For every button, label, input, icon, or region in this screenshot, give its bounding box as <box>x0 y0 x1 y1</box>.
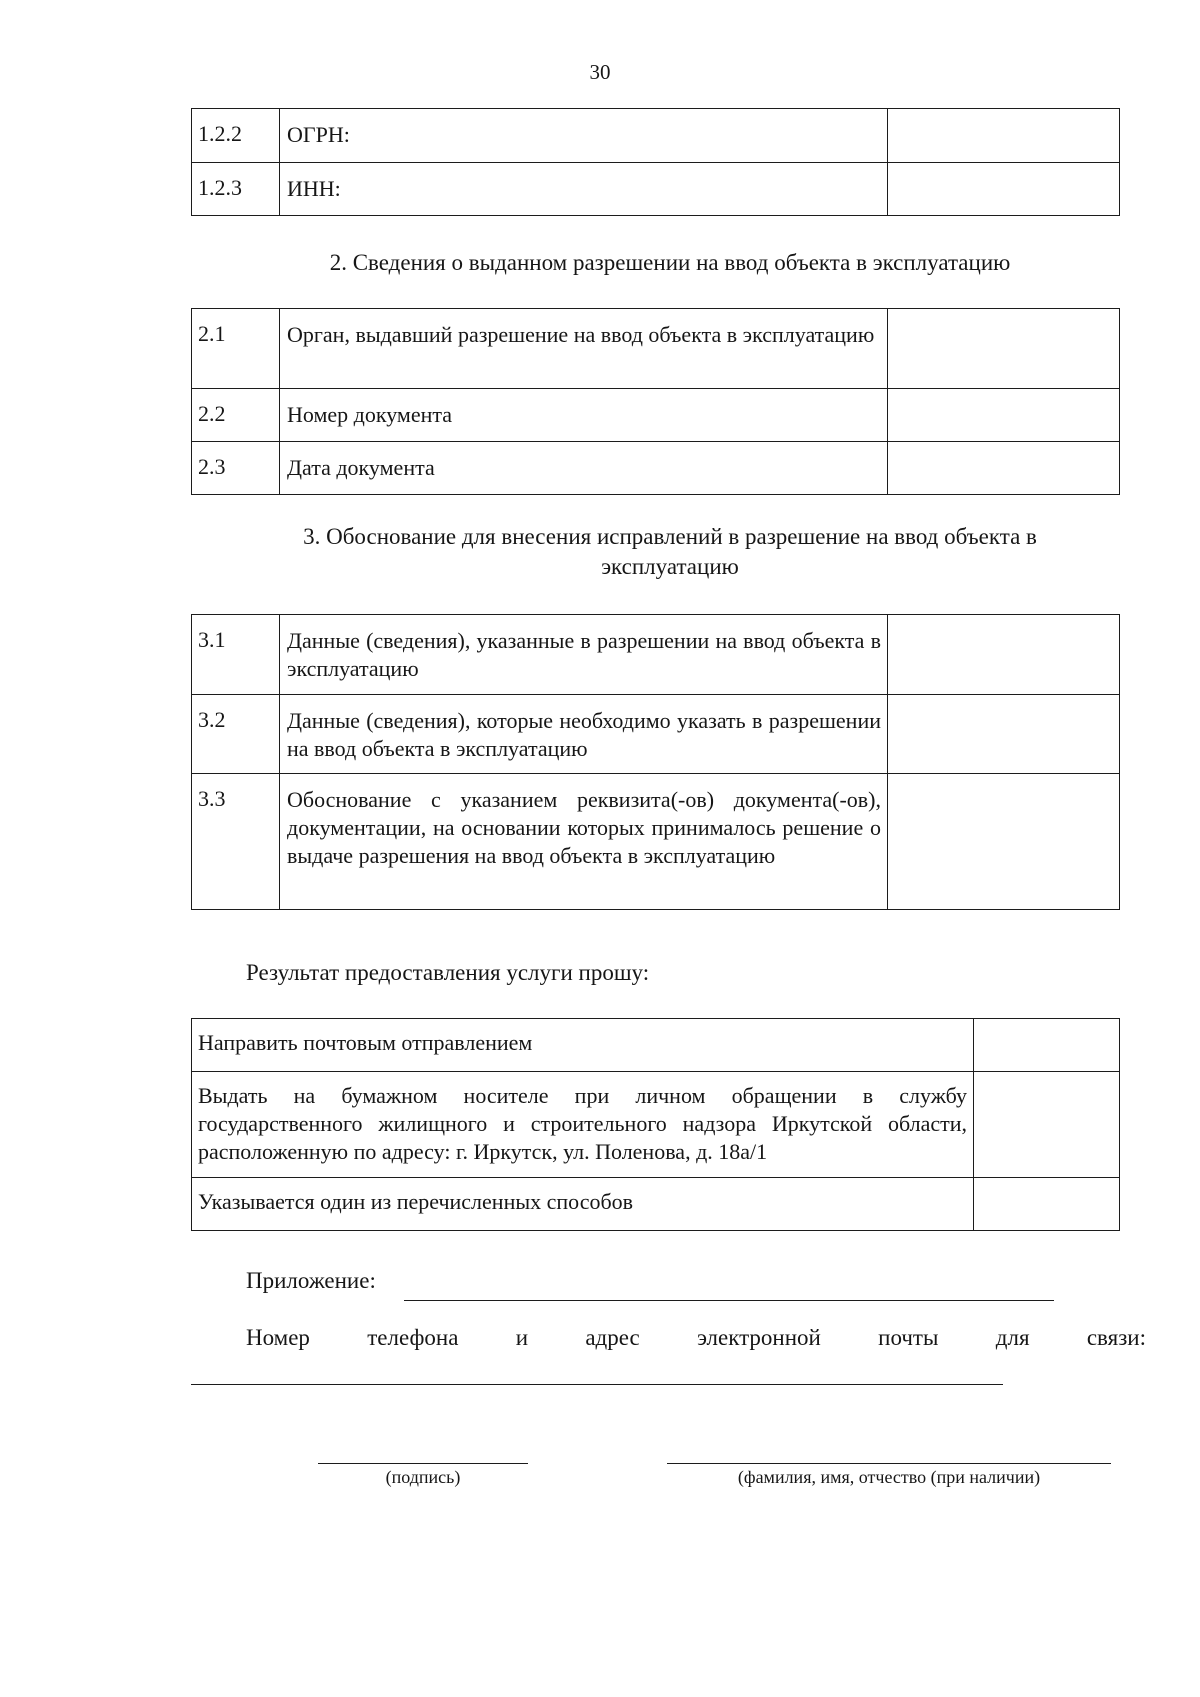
result-title: Результат предоставления услуги прошу: <box>246 960 650 985</box>
row-label: Орган, выдавший разрешение на ввод объекта в эксплуатацию <box>280 309 888 389</box>
contact-word: телефона <box>367 1325 459 1350</box>
row-number: 2.1 <box>192 309 280 389</box>
contact-word: Номер <box>246 1325 310 1350</box>
value-cell[interactable] <box>888 109 1120 163</box>
option-label: Направить почтовым отправлением <box>192 1019 974 1072</box>
row-number: 3.2 <box>192 695 280 774</box>
attachment-label: Приложение: <box>246 1268 376 1293</box>
row-number: 1.2.2 <box>192 109 280 163</box>
table-row <box>192 615 1120 695</box>
contact-word: связи: <box>1086 1325 1146 1350</box>
full-name-caption: (фамилия, имя, отчество (при наличии) <box>737 1467 1041 1487</box>
value-cell[interactable] <box>888 615 1120 695</box>
row-label: Данные (сведения), которые необходимо указать в разрешении на ввод объекта в эксплуатацию <box>280 695 888 774</box>
contact-word: почты <box>878 1325 939 1350</box>
section-2-table <box>191 308 1120 495</box>
section-2-title: 2. Сведения о выданном разрешении на ввод объекта в эксплуатацию <box>329 250 1011 275</box>
row-number: 1.2.3 <box>192 163 280 216</box>
contact-word: для <box>995 1325 1030 1350</box>
attachment-underline <box>404 1300 1054 1301</box>
table-row <box>192 442 1120 495</box>
result-options-table <box>191 1018 1120 1231</box>
value-cell[interactable] <box>888 163 1120 216</box>
contact-word: и <box>515 1325 529 1350</box>
option-checkbox-cell[interactable] <box>974 1072 1120 1178</box>
row-label: Дата документа <box>280 442 888 495</box>
section-3-table <box>191 614 1120 910</box>
row-label: Обоснование с указанием реквизита(-ов) документа(-ов), документации, на основании которых принималось решение о выдаче разрешения на ввод объекта в эксплуатацию <box>280 774 888 910</box>
row-label: Номер документа <box>280 389 888 442</box>
table-row <box>192 1072 1120 1178</box>
row-label: Данные (сведения), указанные в разрешении на ввод объекта в эксплуатацию <box>280 615 888 695</box>
table-row <box>192 1178 1120 1231</box>
table-row <box>192 1019 1120 1072</box>
option-checkbox-cell[interactable] <box>974 1178 1120 1231</box>
option-label: Указывается один из перечисленных способов <box>192 1178 974 1231</box>
table-row <box>192 109 1120 163</box>
row-number: 3.1 <box>192 615 280 695</box>
row-number: 2.2 <box>192 389 280 442</box>
table-row <box>192 163 1120 216</box>
row-label: ИНН: <box>280 163 888 216</box>
value-cell[interactable] <box>888 309 1120 389</box>
table-row <box>192 695 1120 774</box>
section-3-title: 3. Обоснование для внесения исправлений в разрешение на ввод объекта в эксплуатацию <box>303 524 1037 579</box>
full-name-line[interactable] <box>667 1463 1111 1464</box>
signature-caption: (подпись) <box>385 1467 461 1487</box>
contact-label <box>246 1325 1146 1351</box>
table-row <box>192 389 1120 442</box>
page-number: 30 <box>589 60 611 84</box>
contact-word: электронной <box>697 1325 821 1350</box>
value-cell[interactable] <box>888 695 1120 774</box>
contact-underline <box>191 1384 1003 1385</box>
value-cell[interactable] <box>888 389 1120 442</box>
value-cell[interactable] <box>888 774 1120 910</box>
signature-line[interactable] <box>318 1463 528 1464</box>
attachment-input[interactable] <box>404 1268 1054 1298</box>
option-label: Выдать на бумажном носителе при личном обращении в службу государственного жилищного и строительного надзора Иркутской области, расположенную по адресу: г. Иркутск, ул. Поленова, д. 18а/1 <box>192 1072 974 1178</box>
row-label: ОГРН: <box>280 109 888 163</box>
option-checkbox-cell[interactable] <box>974 1019 1120 1072</box>
contact-word: адрес <box>585 1325 640 1350</box>
table-row <box>192 309 1120 389</box>
top-table <box>191 108 1120 216</box>
row-number: 2.3 <box>192 442 280 495</box>
contact-input[interactable] <box>191 1352 1003 1382</box>
row-number: 3.3 <box>192 774 280 910</box>
value-cell[interactable] <box>888 442 1120 495</box>
table-row <box>192 774 1120 910</box>
